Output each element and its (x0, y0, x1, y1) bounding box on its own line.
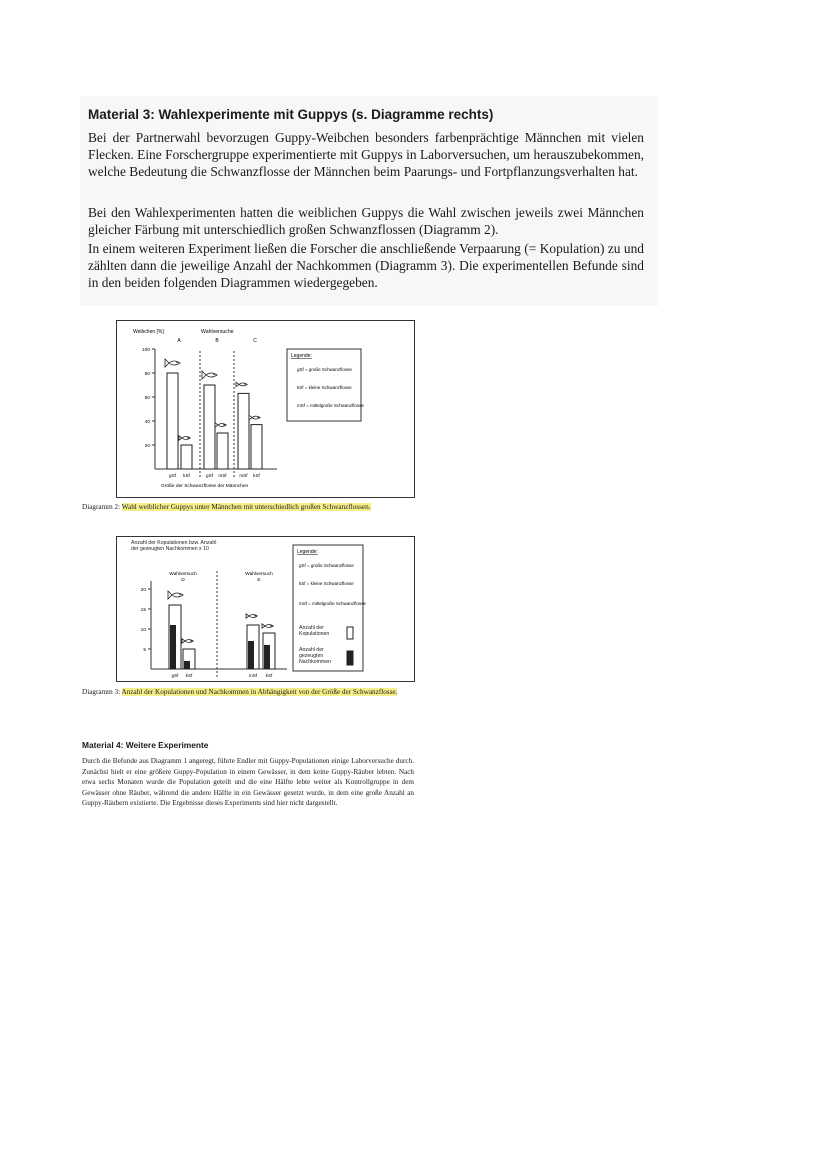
material3-title: Material 3: Wahlexperimente mit Guppys (s. Diagramme rechts) (88, 107, 494, 122)
diagram3-ylabel: Anzahl der Kopulationen bzw. Anzahl der gezeugten Nachkommen x 10 (131, 540, 217, 552)
diagram3-group-letter: D (181, 578, 185, 583)
diagram3-ytick-label: 15 (140, 607, 146, 613)
diagram2-bar (217, 433, 228, 469)
diagram3-bar-label: gSf (171, 673, 179, 678)
diagram2-caption (82, 503, 418, 512)
fish-icon (202, 371, 217, 379)
diagram2-ytick-label: 100 (141, 347, 150, 353)
material3-paragraph1: Bei der Partnerwahl bevorzugen Guppy-Weibchen besonders farbenprächtige Männchen mit vielen Flecken. Eine Forschergruppe experimentierte mit Guppys in Laborversuchen, um herauszubekommen, welche Bedeutung die Schwanzflosse der Männchen beim Paarungs- und Fortpflanzungsverhalten hat. (88, 130, 644, 180)
diagram2-legend-title: Legende: (291, 353, 312, 359)
diagram2-legend-ksf: kSf = kleine Schwanzflosse (297, 385, 352, 390)
diagram3-chart (117, 537, 414, 681)
diagram3-caption (82, 688, 418, 697)
fish-icon (182, 639, 193, 644)
diagram3-legend-gsf: gSf = große Schwanzflosse (299, 563, 354, 568)
diagram3-legend-msf: mSf = mittelgroße Schwanzflosse (299, 601, 366, 606)
diagram2-xlabel: Größe der Schwanzflosse der Männchen (161, 484, 249, 489)
fish-icon (249, 415, 260, 420)
diagram2-legend-gsf: gSf = große Schwanzflosse (297, 367, 352, 372)
fish-icon (262, 624, 273, 629)
diagram3-ytick-label: 5 (143, 647, 146, 653)
diagram3-group-letter: E (257, 578, 261, 583)
diagram3-bar-offspring (184, 661, 190, 669)
material4-text: Durch die Befunde aus Diagramm 1 angeregt, führte Endler mit Guppy-Populationen einige Laborversuche durch. Zunächst hielt er eine größere Guppy-Population in einem Gewässer, in dem keine Guppy-Räuber lebten. Nach etwa sechs Monaten wurde die Population geteilt und die eine Hälfte lebte weiter als Kontrollgruppe in dem Gewässer ohne Räuber, während die andere Hälfte in ein Gewässer gesetzt wurde, in dem eine große Anzahl an Guppy-Räubern existierte. Die Ergebnisse dieses Experiments sind hier nicht dargestellt. (82, 757, 414, 808)
diagram3-legend-key-open: Anzahl der Kopulationen (299, 625, 330, 637)
diagram2-frame (116, 320, 415, 498)
diagram2-bar (167, 373, 178, 469)
diagram2-bar-label: gSf (169, 473, 176, 478)
fish-icon (246, 614, 257, 619)
diagram2-group-label: B (215, 338, 219, 344)
diagram3-frame (116, 536, 415, 682)
diagram2-ylabel: Weibchen [%] (133, 329, 164, 335)
diagram2-caption-prefix: Diagramm 2: (82, 503, 121, 511)
diagram3-ytick-label: 10 (140, 627, 146, 633)
diagram3-legend-ksf: kSf = kleine Schwanzflosse (299, 581, 354, 586)
diagram2-group-label: C (253, 338, 257, 344)
diagram2-chart (117, 321, 414, 497)
fish-icon (215, 423, 226, 428)
diagram3-bar-offspring (264, 645, 270, 669)
diagram2-bar-label: mSf (239, 473, 248, 478)
diagram3-ytick-label: 20 (140, 587, 146, 593)
diagram3-legend-key-filled: Anzahl der gezeugten Nachkommen (299, 647, 332, 665)
diagram2-bar-label: kSf (253, 473, 260, 478)
diagram3-bar-offspring (248, 641, 254, 669)
diagram2-caption-text: Wahl weiblicher Guppys unter Männchen mit unterschiedlich großen Schwanzflossen. (121, 503, 371, 511)
diagram3-bar-label: kSf (265, 673, 273, 678)
diagram3-bar-label: mSf (248, 673, 258, 678)
diagram3-group-label: Wahlversuch (169, 572, 197, 577)
material3-paragraph2: Bei den Wahlexperimenten hatten die weiblichen Guppys die Wahl zwischen jeweils zwei Männchen gleicher Färbung mit unterschiedlich großen Schwanzflossen (Diagramm 2). (88, 205, 644, 238)
diagram2-legend-msf: mSf = mittelgroße Schwanzflosse (297, 403, 364, 408)
diagram2-bar (181, 445, 192, 469)
diagram2-ytick-label: 80 (144, 371, 150, 377)
diagram2-title: Wahlversuche (201, 329, 234, 335)
diagram3-bar-offspring (170, 625, 176, 669)
fish-icon (165, 359, 180, 367)
diagram2-group-label: A (177, 338, 181, 344)
material3-paragraph3: In einem weiteren Experiment ließen die Forscher die anschließende Verpaarung (= Kopulation) zu und zählten dann die jeweilige Anzahl der Nachkommen (Diagramm 3). Die experimentellen Befunde sind in den beiden folgenden Diagrammen wiedergegeben. (88, 241, 644, 291)
diagram3-legend-filled-swatch (347, 651, 353, 665)
diagram3-caption-text: Anzahl der Kopulationen und Nachkommen in Abhängigkeit von der Größe der Schwanzflosse. (121, 688, 398, 696)
fish-icon (179, 436, 190, 441)
diagram2-ytick-label: 40 (144, 419, 150, 425)
diagram2-bar (238, 393, 249, 469)
diagram2-ytick-label: 20 (144, 443, 150, 449)
fish-icon (236, 382, 247, 387)
diagram3-caption-prefix: Diagramm 3: (82, 688, 121, 696)
diagram2-bar-label: gSf (206, 473, 213, 478)
diagram3-bar-label: kSf (185, 673, 193, 678)
diagram3-legend-title: Legende: (297, 549, 318, 555)
fish-icon (168, 591, 183, 599)
diagram2-ytick-label: 60 (144, 395, 150, 401)
diagram3-group-label: Wahlversuch (245, 572, 273, 577)
diagram2-bar (204, 385, 215, 469)
diagram2-bar-label: mSf (218, 473, 227, 478)
diagram2-bar-label: kSf (183, 473, 190, 478)
diagram3-legend-open-swatch (347, 627, 353, 639)
diagram2-bar (251, 425, 262, 469)
material4-title: Material 4: Weitere Experimente (82, 740, 209, 750)
